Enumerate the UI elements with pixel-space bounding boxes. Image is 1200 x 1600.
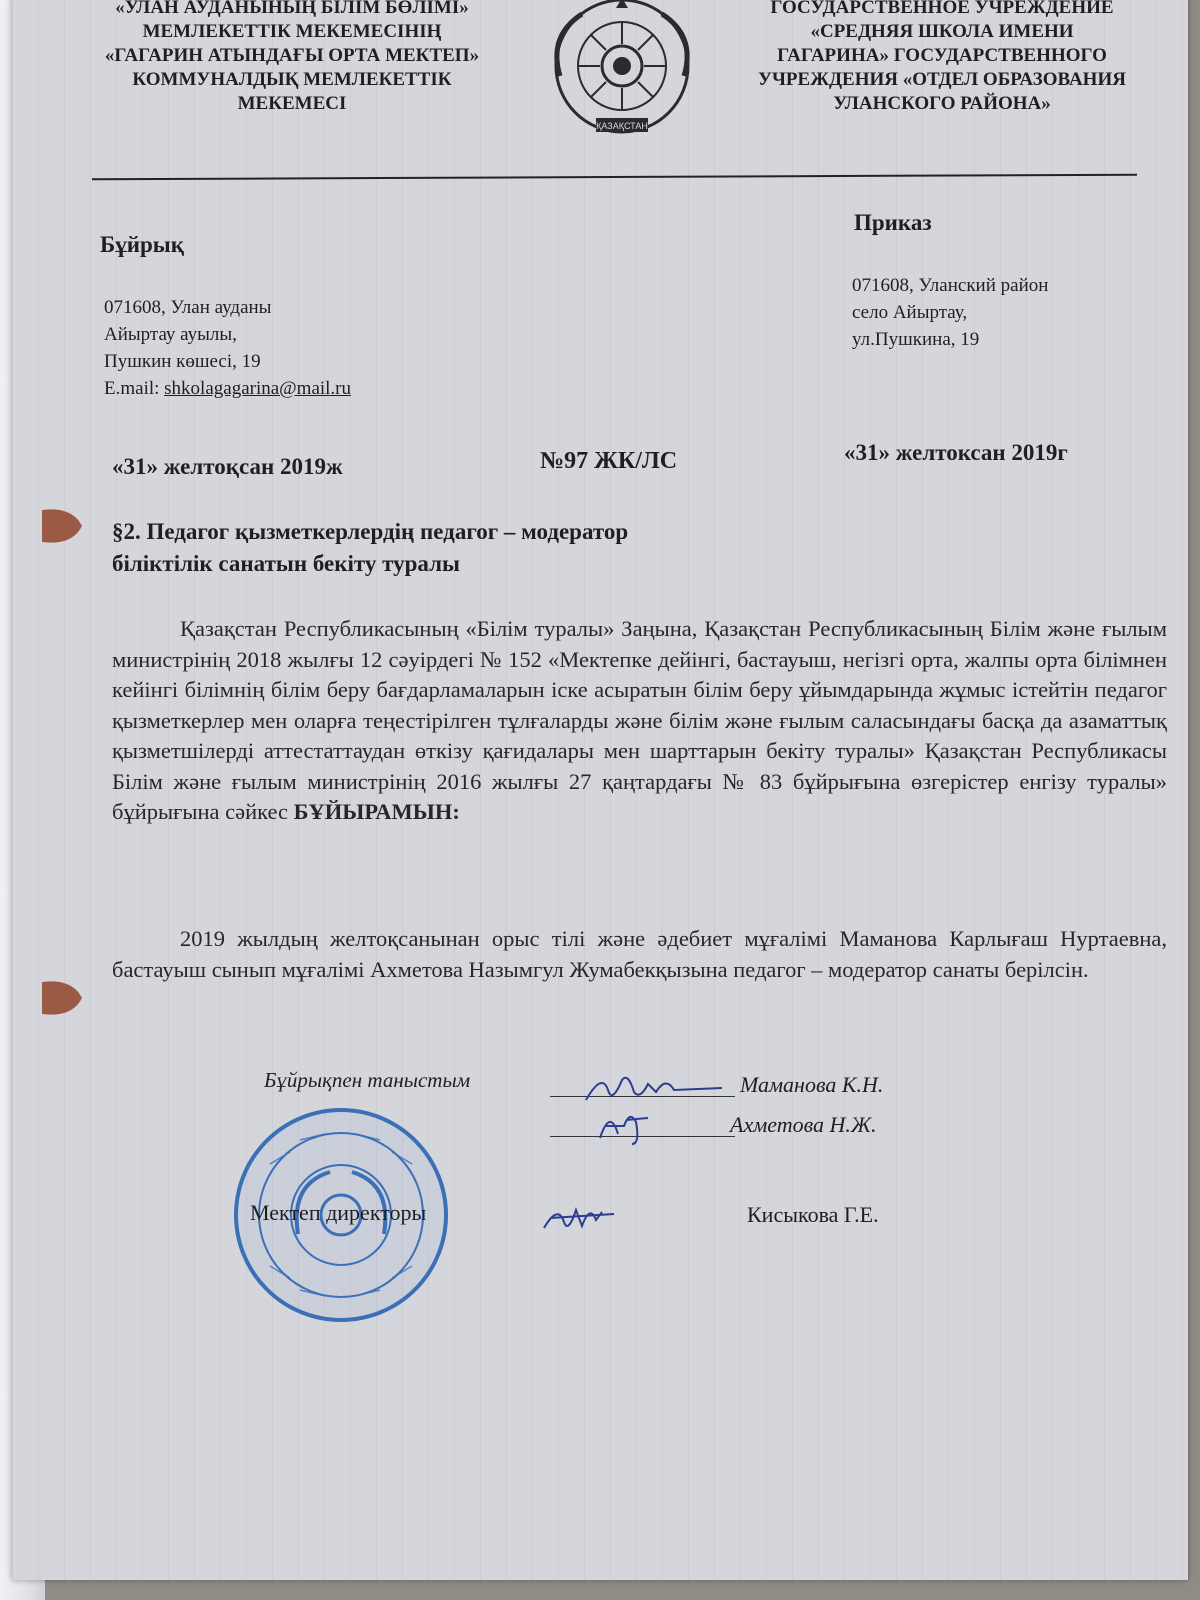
acknowledgement-person-2: Ахметова Н.Ж. [730,1112,877,1137]
address-line: ул.Пушкина, 19 [852,329,980,350]
header-ru-line: «СРЕДНЯЯ ШКОЛА ИМЕНИ [810,21,1074,42]
body-paragraph-2: 2019 жылдың желтоқсанынан орыс тілі және әдебиет мұғалімі Маманова Карлығаш Нуртаевна, бастауыш сынып мұғалімі Ахметова Назымгул Жумабекқызына педагог – модератор санаты берілсін. [112,926,1167,982]
header-kz-line: «УЛАН АУДАНЫНЫҢ БІЛІМ БӨЛІМІ» [115,0,469,18]
email-label: E.mail: [104,378,165,399]
header-ru-line: УЧРЕЖДЕНИЯ «ОТДЕЛ ОБРАЗОВАНИЯ [758,69,1126,90]
email-line [104,375,351,402]
address-ru [852,272,1048,353]
document-page [12,0,1188,1580]
acknowledgement-label: Бұйрықпен таныстым [264,1068,471,1092]
address-line: Пушкин көшесі, 19 [104,351,261,372]
header-ru-line: ГАГАРИНА» ГОСУДАРСТВЕННОГО [777,45,1107,66]
header-kz-line: МЕМЛЕКЕТТІК МЕКЕМЕСІНІҢ [142,21,442,42]
body-paragraph-1 [112,614,1167,828]
punch-hole-tear [42,978,86,1018]
header-kz [72,0,512,116]
address-line: село Айыртау, [852,302,968,323]
address-line: 071608, Уланский район [852,275,1049,296]
header-kz-line: МЕКЕМЕСІ [237,93,347,114]
order-heading [112,516,832,580]
order-word: БҰЙЫРАМЫН: [293,799,460,824]
director-label: Мектеп директоры [250,1200,427,1225]
header-kz-line: КОММУНАЛДЫҚ МЕМЛЕКЕТТІК [132,69,452,90]
director-name: Кисыкова Г.Е. [747,1202,879,1227]
email-link[interactable]: shkolagagarina@mail.ru [164,378,352,399]
order-heading-line: біліктілік санатын бекіту туралы [112,551,460,576]
header-ru-line: ГОСУДАРСТВЕННОЕ УЧРЕЖДЕНИЕ [770,0,1114,18]
title-ru: Приказ [854,210,932,235]
header-kz-line: «ГАГАРИН АТЫНДАҒЫ ОРТА МЕКТЕП» [104,45,480,66]
signature-director [540,1194,620,1240]
emblem-caption: ҚАЗАҚСТАН [596,121,648,131]
header-ru-line: УЛАНСКОГО РАЙОНА» [833,93,1051,114]
address-line: 071608, Улан ауданы [104,297,272,318]
state-emblem-icon [542,0,702,146]
address-line: Айыртау ауылы, [104,324,237,345]
header-divider [92,174,1137,181]
order-number: №97 ЖК/ЛС [540,448,678,474]
order-heading-line: §2. Педагог қызметкерлердің педагог – модератор [112,519,629,544]
acknowledgement-person-1: Маманова К.Н. [740,1072,884,1097]
date-kz: «31» желтоқсан 2019ж [112,454,343,479]
date-ru: «31» желтоксан 2019г [844,440,1068,465]
punch-hole-tear [42,506,86,546]
title-kz: Бұйрық [100,232,184,257]
body-paragraph-1-text: Қазақстан Республикасының «Білім туралы» Заңына, Қазақстан Республикасының Білім және ғылым министрінің 2018 жылғы 12 сәуірдегі № 152 «Мектепке дейінгі, бастауыш, негізгі орта, жалпы орта білімнен кейінгі білімнің білім беру бағдарламаларын іске асыратын білім беру ұйымдарында жұмыс істейтін педагог қызметкерлер мен оларға теңестірілген тұлғаларды және білім және ғылым саласындағы басқа да азаматтық қызметшілерді аттестаттаудан өткізу қағидалары мен шарттарын бекіту туралы» Қазақстан Республикасы Білім және ғылым министрінің 2016 жылғы 27 қаңтардағы № 83 бұйрығына өзгерістер енгізу туралы» бұйрығына сәйкес [112,616,1167,824]
address-kz [104,294,351,402]
signature-akhmetova [596,1104,656,1148]
header-ru [732,0,1152,116]
